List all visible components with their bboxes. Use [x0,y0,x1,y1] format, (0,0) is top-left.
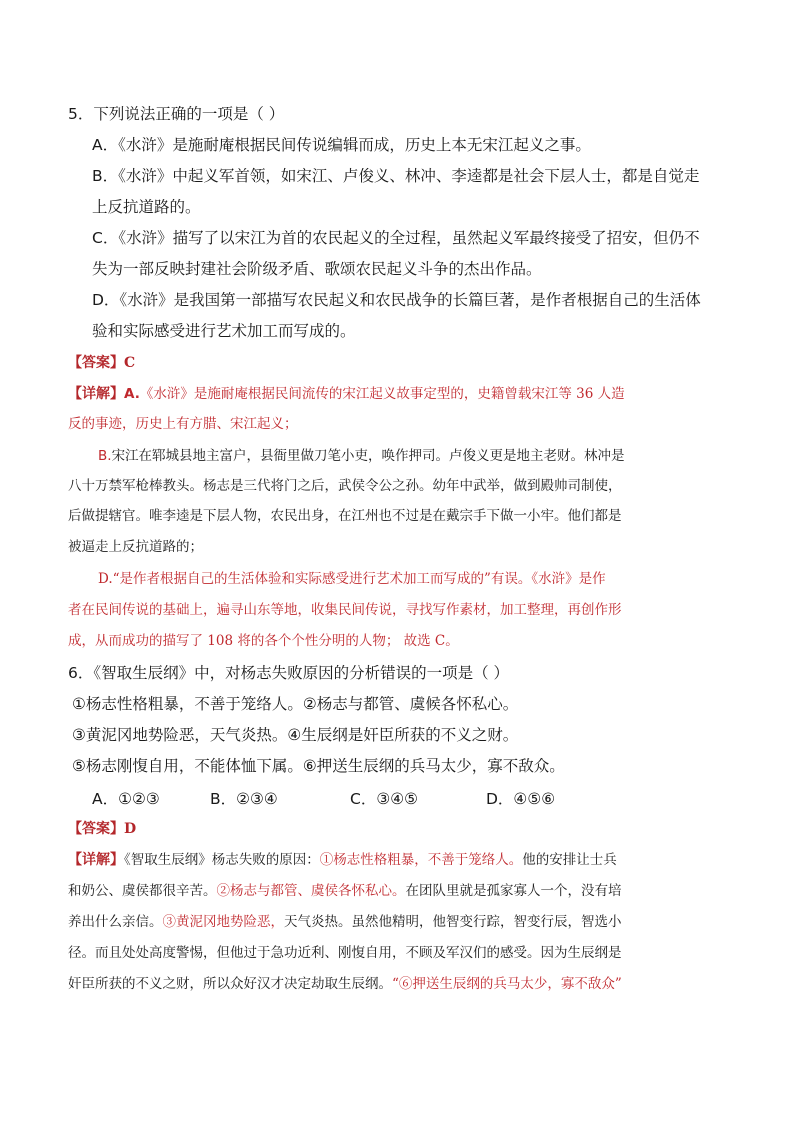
q5-option-c-line1: C．《水浒》描写了以宋江为首的农民起义的全过程，虽然起义军最终接受了招安，但仍不 [92,229,700,247]
q6-detail-2-red: ②杨志与都管、虞侯各怀私心。 [216,883,406,899]
q6-choice-c: C．③④⑤ [350,790,419,808]
q6-detail-line4: 径。而且处处高度警惕，但他过于急功近利、刚愎自用，不顾及军汉们的感受。因为生辰纲是 [68,945,622,961]
q5-option-d-line2: 验和实际感受进行艺术加工而写成的。 [92,322,356,340]
q5-option-a: A．《水浒》是施耐庵根据民间传说编辑而成，历史上本无宋江起义之事。 [92,136,591,154]
q5-answer-value: C [124,355,136,371]
q6-detail-3-tail: 天气炎热。虽然他精明，他智变行踪，智变行辰，智选小 [284,914,622,930]
q6-detail-1-tail: 他的安排让士兵 [522,852,617,868]
q5-detail-d-line3: 成，从而成功的描写了 108 将的各个个性分明的人物； 故选 C。 [68,633,459,649]
q5-detail-d-line1: D.“是作者根据自己的生活体验和实际感受进行艺术加工而写成的”有误。《水浒》是作 [98,571,606,587]
q6-detail-2-tail: 在团队里就是孤家寡人一个，没有培 [405,883,622,899]
q6-detail-5-plain: 奸臣所获的不义之财，所以众好汉才决定劫取生辰纲。 [68,976,392,992]
q5-detail-b-text1: 宋江在郓城县地主富户，县衙里做刀笔小吏，唤作押司。卢俊义更是地主老财。林冲是 [111,448,625,464]
q5-detail-b-line2: 八十万禁军枪棒教头。杨志是三代将门之后，武侯令公之孙。幼年中武举，做到殿帅司制使， [68,478,622,494]
q6-detail-1-red: ①杨志性格粗暴，不善于笼络人。 [319,852,523,868]
q6-items-1-2: ①杨志性格粗暴，不善于笼络人。②杨志与都管、虞候各怀私心。 [72,695,519,713]
q6-stem: 6．《智取生辰纲》中，对杨志失败原因的分析错误的一项是（ ） [68,664,510,682]
q6-detail-5-red: “⑥押送生辰纲的兵马太少，寡不敌众” [392,976,622,992]
q6-detail-label: 【详解】 [68,852,124,868]
q6-items-5-6: ⑤杨志刚愎自用，不能体恤下属。⑥押送生辰纲的兵马太少，寡不敌众。 [72,757,565,775]
q5-detail-b-line3: 后做提辖官。唯李逵是下层人物，农民出身，在江州也不过是在戴宗手下做一小牢。他们都是 [68,508,622,524]
q5-option-c-line2: 失为一部反映封建社会阶级矛盾、歌颂农民起义斗争的杰出作品。 [92,260,542,278]
q6-detail-3-red: ③黄泥冈地势险恶， [162,914,284,930]
q5-detail-label: 【详解】 [68,386,124,402]
q5-detail-b-lead: B. [98,448,112,464]
q6-answer [68,819,136,839]
q6-detail-line3 [68,912,622,932]
q5-detail-b-line4: 被逼走上反抗道路的； [68,539,203,555]
q6-detail-2-plain: 和奶公、虞侯都很辛苦。 [68,883,217,899]
q6-detail-line1 [68,850,617,870]
q6-answer-label: 【答案】 [68,821,124,837]
q5-detail-a-line2: 反的事迹，历史上有方腊、宋江起义； [68,416,298,432]
q5-detail-b-line1 [98,446,625,466]
q5-stem: 5．下列说法正确的一项是（ ） [68,105,285,123]
q6-detail-line2 [68,881,622,901]
q5-option-d-line1: D．《水浒》是我国第一部描写农民起义和农民战争的长篇巨著，是作者根据自己的生活体 [92,291,701,309]
q6-detail-1-plain: 《智取生辰纲》杨志失败的原因： [124,852,320,868]
q6-answer-value: D [124,821,137,837]
q6-items-3-4: ③黄泥冈地势险恶，天气炎热。④生辰纲是奸臣所获的不义之财。 [72,726,519,744]
q5-detail-a-text1: 《水浒》是施耐庵根据民间流传的宋江起义故事定型的，史籍曾载宋江等 36 人造 [139,386,625,402]
q5-detail-d-line2: 者在民间传说的基础上，遍寻山东等地，收集民间传说，寻找写作素材，加工整理，再创作形 [68,602,622,618]
q6-choice-d: D．④⑤⑥ [486,790,556,808]
q5-detail-a-line1 [68,384,625,404]
q5-option-b-line2: 上反抗道路的。 [92,198,201,216]
q6-detail-line5 [68,974,622,994]
q6-choice-a: A．①②③ [92,790,160,808]
q5-option-b-line1: B．《水浒》中起义军首领，如宋江、卢俊义、林冲、李逵都是社会下层人士，都是自觉走 [92,167,700,185]
q5-detail-a-lead: A. [124,386,140,402]
q6-detail-3-plain: 养出什么亲信。 [68,914,163,930]
q5-answer [68,353,135,373]
q6-choice-b: B．②③④ [210,790,278,808]
q5-answer-label: 【答案】 [68,355,124,371]
